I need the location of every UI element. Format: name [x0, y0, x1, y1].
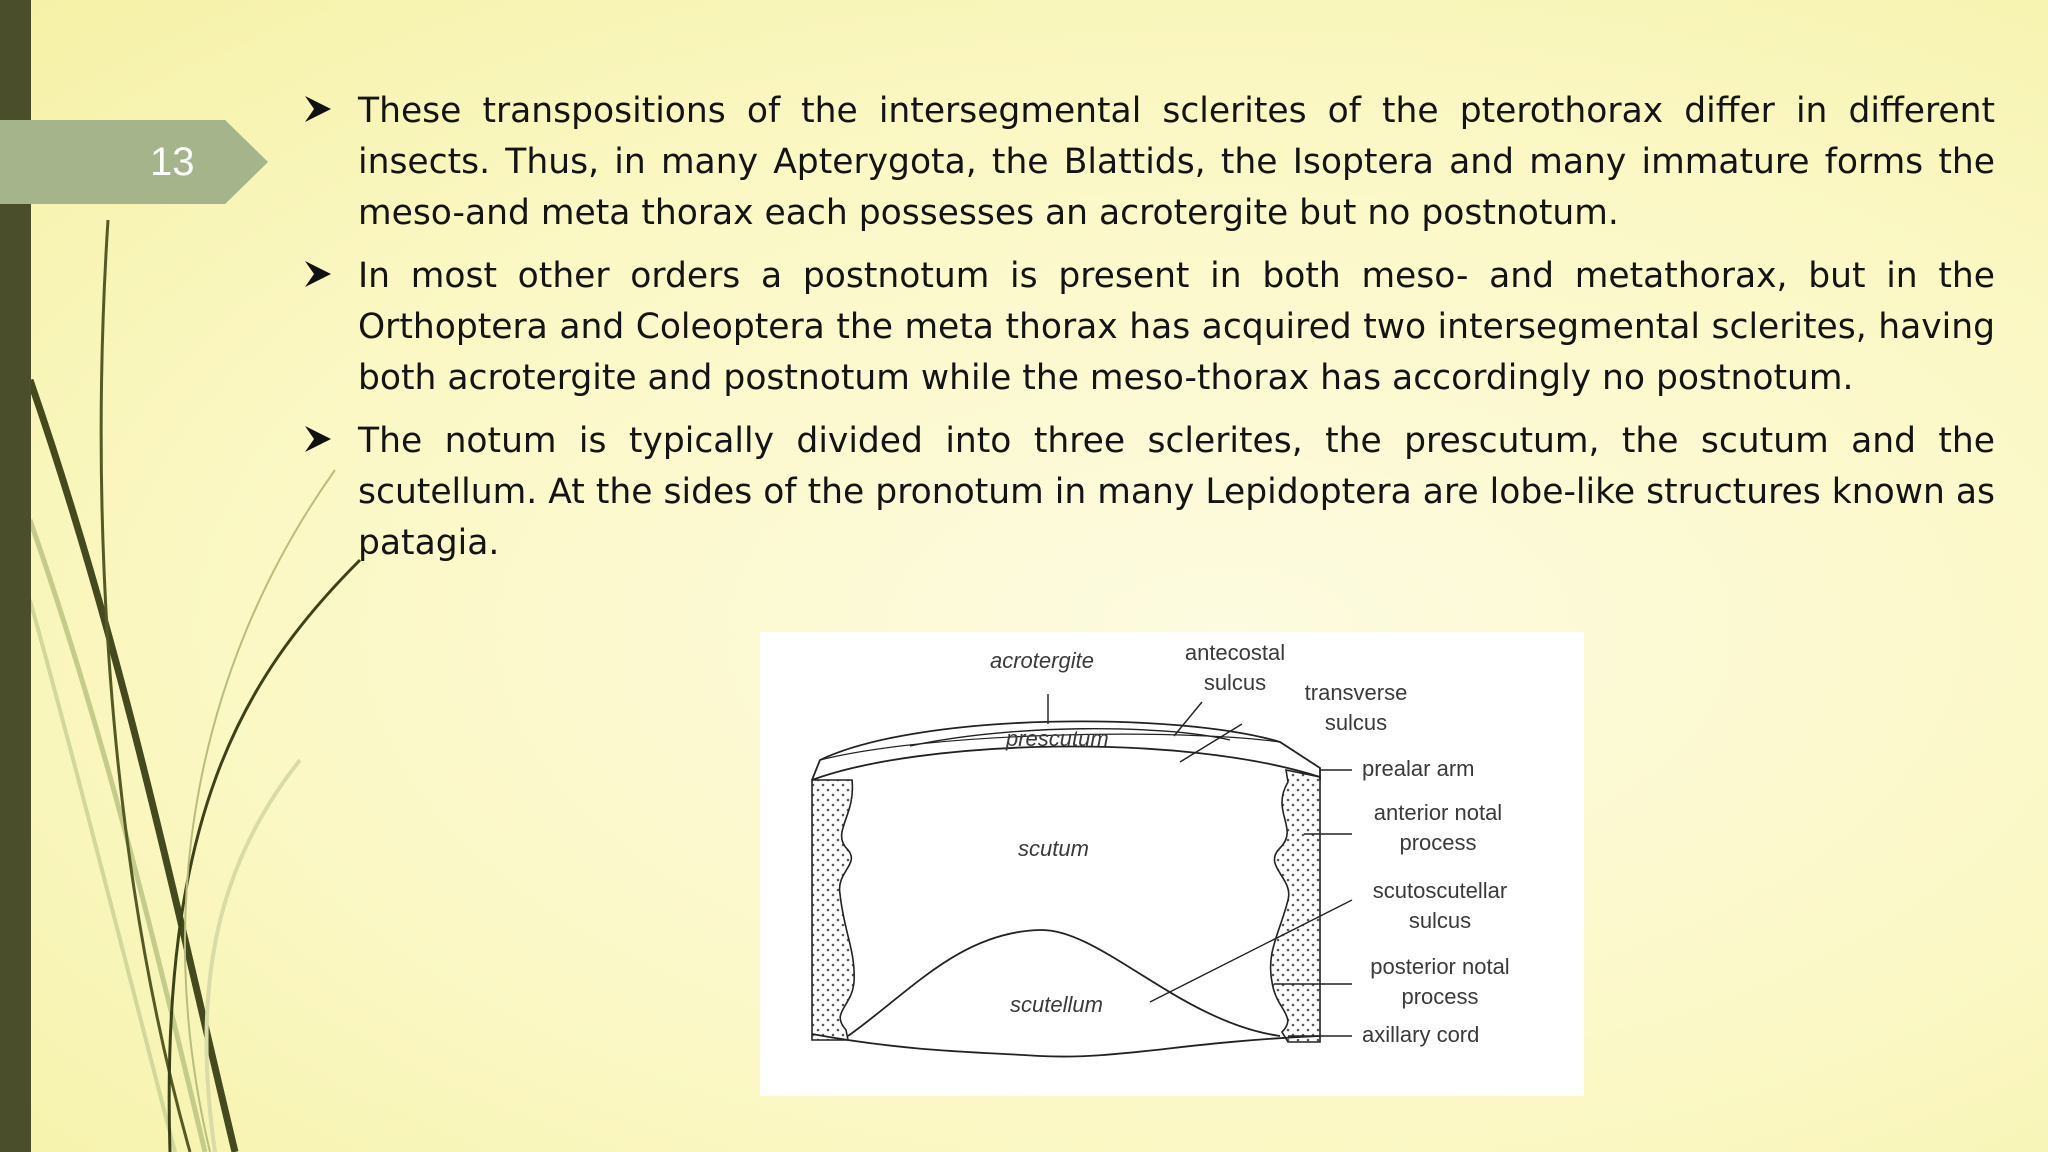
label-anterior-notal-process: process [1399, 830, 1477, 855]
label-axillary-cord: axillary cord [1362, 1022, 1480, 1047]
label-posterior-notal-process: process [1401, 984, 1479, 1009]
label-scutoscutellar: scutoscutellar [1372, 878, 1508, 903]
label-acrotergite: acrotergite [990, 648, 1094, 673]
arrow-bullet-icon [303, 259, 333, 289]
arrow-bullet-icon [303, 94, 333, 124]
label-scutellum: scutellum [1010, 992, 1103, 1017]
label-prescutum: prescutum [1006, 726, 1109, 751]
bullet-item [295, 251, 1995, 404]
label-scutoscutellar-sulcus: sulcus [1408, 908, 1472, 933]
label-anterior-notal: anterior notal [1373, 800, 1503, 825]
label-posterior-notal: posterior notal [1370, 954, 1510, 979]
bullet-list [295, 86, 1995, 581]
slide-number-tab [0, 120, 268, 204]
label-prealar-arm: prealar arm [1362, 756, 1475, 781]
arrow-bullet-icon [303, 424, 333, 454]
bullet-text: These transpositions of the intersegmental sclerites of the pterothorax differ in different insects. Thus, in many Apterygota, the Blattids, the Isoptera and many immature forms the meso-and meta thorax each possesses an acrotergite but no postnotum. [358, 91, 1995, 233]
label-transverse: transverse [1304, 680, 1408, 705]
label-antecostal-sulcus: sulcus [1203, 670, 1267, 695]
bullet-text: In most other orders a postnotum is present in both meso- and metathorax, but in the Orthoptera and Coleoptera the meta thorax has acquired two intersegmental sclerites, having both acrotergite and postnotum while the meso-thorax has accordingly no postnotum. [358, 256, 1995, 398]
slide-number: 13 [150, 140, 195, 184]
notum-diagram [760, 632, 1584, 1096]
label-transverse-sulcus: sulcus [1324, 710, 1388, 735]
bullet-text: The notum is typically divided into three sclerites, the prescutum, the scutum and the scutellum. At the sides of the pronotum in many Lepidoptera are lobe-like structures known as patagia. [358, 421, 1995, 563]
label-scutum: scutum [1018, 836, 1089, 861]
label-antecostal: antecostal [1184, 640, 1286, 665]
bullet-item [295, 86, 1995, 239]
bullet-item [295, 416, 1995, 569]
